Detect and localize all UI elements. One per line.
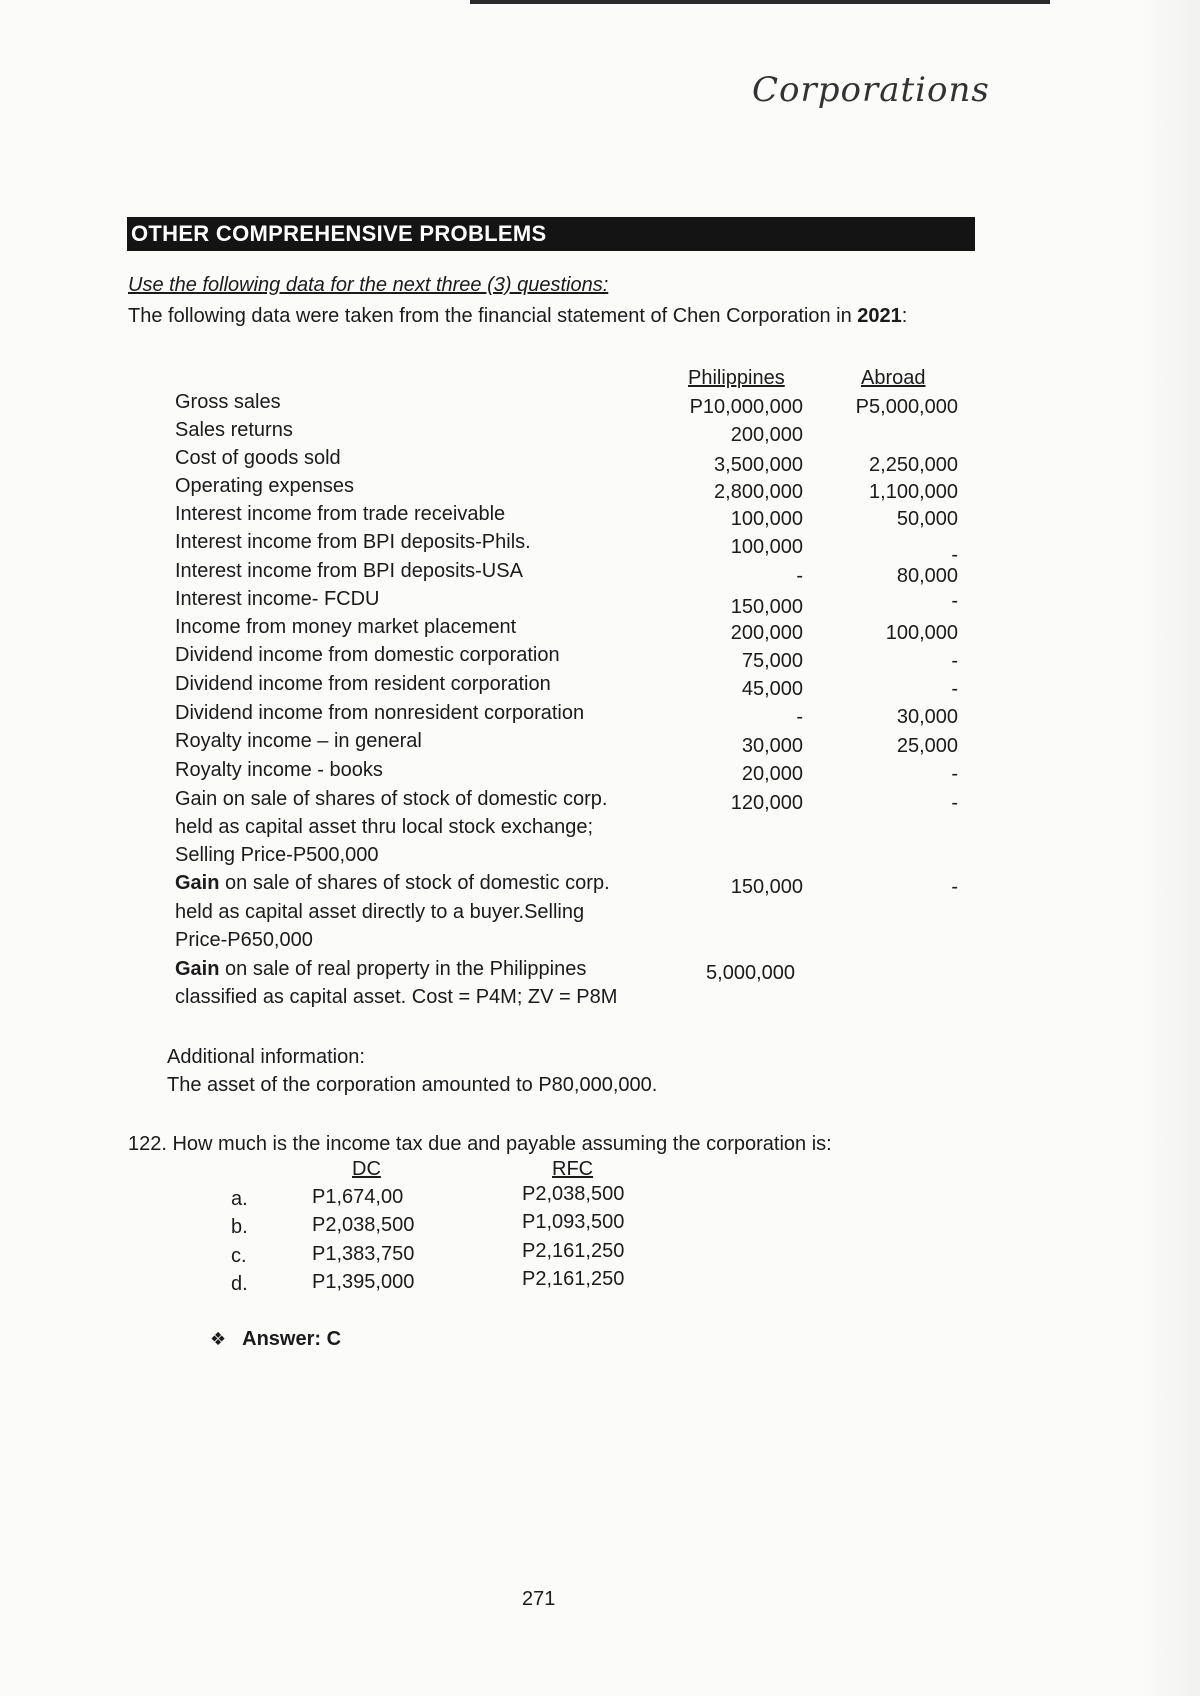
chapter-title: Corporations (752, 70, 990, 110)
choice-rfc-value: P2,038,500 (522, 1183, 625, 1205)
intro-description: The following data were taken from the financial statement of Chen Corporation in 2021: (128, 305, 908, 327)
intro-instruction: Use the following data for the next three (3) questions: (128, 274, 609, 296)
row-label: Income from money market placement (175, 616, 517, 638)
row-value-philippines: 20,000 (741, 763, 803, 785)
row-value-philippines: 30,000 (741, 735, 803, 757)
gain-direct-buyer-line1: Gain on sale of shares of stock of domestic corp. (175, 872, 610, 894)
row-label: Interest income from BPI deposits-USA (175, 560, 523, 582)
row-value-abroad: - (951, 544, 958, 566)
question-text: 122. How much is the income tax due and payable assuming the corporation is: (128, 1133, 832, 1155)
row-value-philippines: 100,000 (730, 508, 803, 530)
row-label: Royalty income - books (175, 759, 383, 781)
row-value-philippines: - (796, 706, 803, 728)
row-value-abroad: P5,000,000 (855, 396, 958, 418)
gain-real-property-philippines: 5,000,000 (706, 962, 795, 984)
row-value-philippines: 45,000 (741, 678, 803, 700)
row-value-abroad: - (951, 678, 958, 700)
row-value-abroad: 25,000 (896, 735, 958, 757)
row-value-philippines: 200,000 (730, 622, 803, 644)
row-label: Cost of goods sold (175, 447, 341, 469)
row-label: Gross sales (175, 391, 281, 413)
gain-stock-exchange-line3: Selling Price-P500,000 (175, 844, 379, 866)
row-value-philippines: 2,800,000 (714, 481, 803, 503)
choice-letter: d. (231, 1273, 248, 1295)
gain-stock-exchange-line2: held as capital asset thru local stock exchange; (175, 816, 594, 838)
choice-rfc-value: P1,093,500 (522, 1211, 625, 1233)
row-value-philippines: P10,000,000 (689, 396, 803, 418)
additional-info-heading: Additional information: (167, 1046, 365, 1068)
gain-direct-buyer-philippines: 150,000 (730, 876, 803, 898)
row-value-philippines: - (796, 565, 803, 587)
row-value-abroad: 80,000 (896, 565, 958, 587)
page-number: 271 (522, 1588, 556, 1610)
row-value-abroad: - (951, 650, 958, 672)
choice-dc-value: P1,395,000 (312, 1271, 415, 1293)
choice-column-dc: DC (352, 1158, 381, 1180)
choice-dc-value: P1,674,00 (312, 1186, 404, 1208)
additional-info-text: The asset of the corporation amounted to P80,000,000. (167, 1074, 658, 1096)
row-value-abroad: 30,000 (896, 706, 958, 728)
row-value-abroad: - (951, 763, 958, 785)
section-title: OTHER COMPREHENSIVE PROBLEMS (131, 221, 547, 246)
row-value-philippines: 150,000 (730, 596, 803, 618)
choice-column-rfc: RFC (552, 1158, 594, 1180)
gain-real-property-line1: Gain on sale of real property in the Philippines (175, 958, 587, 980)
page-edge-shadow (1140, 0, 1200, 1696)
row-label: Dividend income from nonresident corporation (175, 702, 585, 724)
gain-direct-buyer-line3: Price-P650,000 (175, 929, 313, 951)
row-label: Dividend income from domestic corporation (175, 644, 560, 666)
row-label: Interest income- FCDU (175, 588, 380, 610)
choice-letter: c. (231, 1245, 247, 1267)
row-value-abroad: - (951, 590, 958, 612)
choice-letter: a. (231, 1188, 248, 1210)
column-header-philippines: Philippines (688, 367, 785, 389)
row-value-abroad: 50,000 (896, 508, 958, 530)
choice-letter: b. (231, 1216, 248, 1238)
row-value-philippines: 75,000 (741, 650, 803, 672)
row-value-philippines: 100,000 (730, 536, 803, 558)
gain-real-property-line2: classified as capital asset. Cost = P4M; ZV = P8M (175, 986, 618, 1008)
row-value-philippines: 200,000 (730, 424, 803, 446)
top-rule (470, 0, 1050, 4)
row-label: Dividend income from resident corporation (175, 673, 551, 695)
answer-text: Answer: C (242, 1328, 342, 1350)
row-value-abroad: 2,250,000 (869, 454, 958, 476)
row-label: Royalty income – in general (175, 730, 422, 752)
choice-rfc-value: P2,161,250 (522, 1268, 625, 1290)
row-value-abroad: 1,100,000 (869, 481, 958, 503)
row-label: Interest income from trade receivable (175, 503, 506, 525)
gain-stock-exchange-abroad: - (951, 792, 958, 814)
diamond-bullet-icon: ❖ (210, 1329, 227, 1349)
section-header-bar (127, 217, 975, 251)
row-value-abroad: 100,000 (885, 622, 958, 644)
choice-dc-value: P2,038,500 (312, 1214, 415, 1236)
gain-stock-exchange-line1: Gain on sale of shares of stock of domestic corp. (175, 788, 608, 810)
choice-rfc-value: P2,161,250 (522, 1240, 625, 1262)
choice-dc-value: P1,383,750 (312, 1243, 415, 1265)
row-value-philippines: 3,500,000 (714, 454, 803, 476)
gain-direct-buyer-line2: held as capital asset directly to a buyer.Selling (175, 901, 585, 923)
gain-stock-exchange-philippines: 120,000 (730, 792, 803, 814)
row-label: Operating expenses (175, 475, 355, 497)
row-label: Interest income from BPI deposits-Phils. (175, 531, 531, 553)
answer-line (210, 1328, 341, 1351)
row-label: Sales returns (175, 419, 293, 441)
column-header-abroad: Abroad (861, 367, 926, 389)
gain-direct-buyer-abroad: - (951, 876, 958, 898)
